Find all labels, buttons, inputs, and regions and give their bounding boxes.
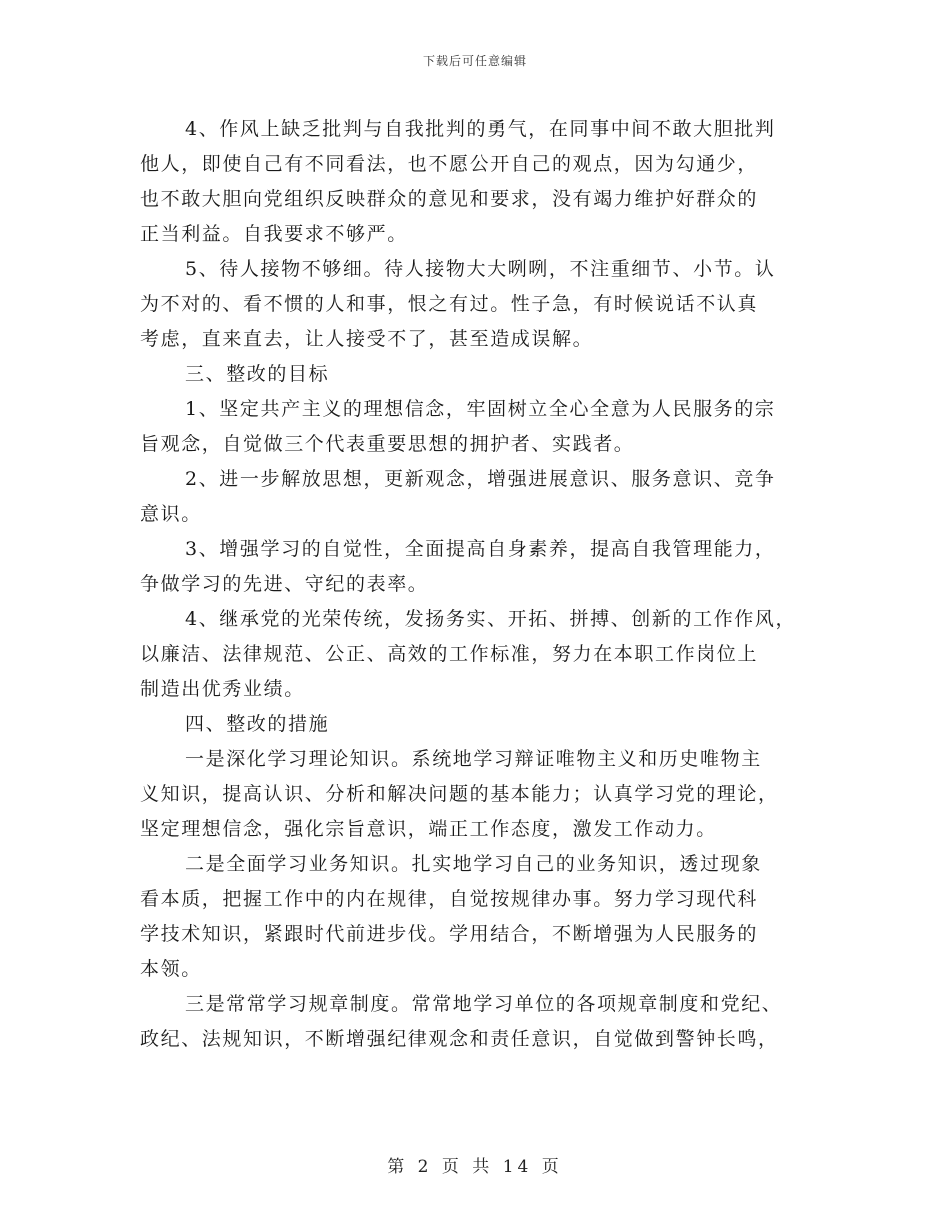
text-line: 义知识，提高认识、分析和解决问题的基本能力；认真学习党的理论，	[140, 783, 779, 805]
page-header: 下载后可任意编辑	[422, 54, 527, 68]
text-line: 旨观念，自觉做三个代表重要思想的拥护者、实践者。	[140, 433, 635, 455]
paragraph-point-5	[140, 252, 820, 357]
text-line: 为不对的、看不惯的人和事，恨之有过。性子急，有时候说话不认真	[140, 293, 759, 315]
text-line: 他人，即使自己有不同看法，也不愿公开自己的观点，因为勾通少，	[140, 153, 759, 175]
paragraph-measure-2	[140, 847, 820, 987]
text-line: 学技术知识，紧跟时代前进步伐。学用结合，不断增强为人民服务的	[140, 923, 759, 945]
text-line: 三是常常学习规章制度。常常地学习单位的各项规章制度和党纪、	[185, 993, 783, 1015]
text-line: 4、继承党的光荣传统，发扬务实、开拓、拼搏、创新的工作作风，	[185, 608, 797, 630]
paragraph-goal-4	[140, 602, 820, 707]
text-line: 制造出优秀业绩。	[140, 678, 305, 700]
section-heading-measures	[140, 707, 820, 742]
paragraph-goal-1	[140, 392, 820, 462]
text-line: 本领。	[140, 958, 202, 980]
text-line: 意识。	[140, 503, 202, 525]
paragraph-style-point-4	[140, 112, 820, 252]
text-line: 以廉洁、法律规范、公正、高效的工作标准，努力在本职工作岗位上	[140, 643, 759, 665]
text-line: 3、增强学习的自觉性，全面提高自身素养，提高自我管理能力，	[185, 538, 776, 560]
paragraph-goal-2	[140, 462, 820, 532]
text-line: 二是全面学习业务知识。扎实地学习自己的业务知识，透过现象	[185, 853, 762, 875]
heading-text: 四、整改的措施	[185, 713, 330, 735]
heading-text: 三、整改的目标	[185, 363, 330, 385]
text-line: 考虑，直来直去，让人接受不了，甚至造成误解。	[140, 328, 594, 350]
text-line: 正当利益。自我要求不够严。	[140, 223, 408, 245]
text-line: 4、作风上缺乏批判与自我批判的勇气，在同事中间不敢大胆批判	[185, 118, 776, 140]
text-line: 坚定理想信念，强化宗旨意识，端正工作态度，激发工作动力。	[140, 818, 717, 840]
text-line: 2、进一步解放思想，更新观念，增强进展意识、服务意识、竞争	[185, 468, 776, 490]
text-line: 也不敢大胆向党组织反映群众的意见和要求，没有竭力维护好群众的	[140, 188, 759, 210]
text-line: 政纪、法规知识，不断增强纪律观念和责任意识，自觉做到警钟长鸣，	[140, 1028, 779, 1050]
text-line: 看本质，把握工作中的内在规律，自觉按规律办事。努力学习现代科	[140, 888, 759, 910]
text-line: 一是深化学习理论知识。系统地学习辩证唯物主义和历史唯物主	[185, 748, 762, 770]
paragraph-measure-1	[140, 742, 820, 847]
text-line: 5、待人接物不够细。待人接物大大咧咧，不注重细节、小节。认	[185, 258, 776, 280]
text-line: 争做学习的先进、守纪的表率。	[140, 573, 429, 595]
paragraph-measure-3	[140, 987, 820, 1057]
paragraph-goal-3	[140, 532, 820, 602]
section-heading-goals	[140, 357, 820, 392]
page-footer: 第 2 页 共 14 页	[387, 1157, 563, 1177]
document-body	[140, 112, 820, 1057]
text-line: 1、坚定共产主义的理想信念，牢固树立全心全意为人民服务的宗	[185, 398, 776, 420]
